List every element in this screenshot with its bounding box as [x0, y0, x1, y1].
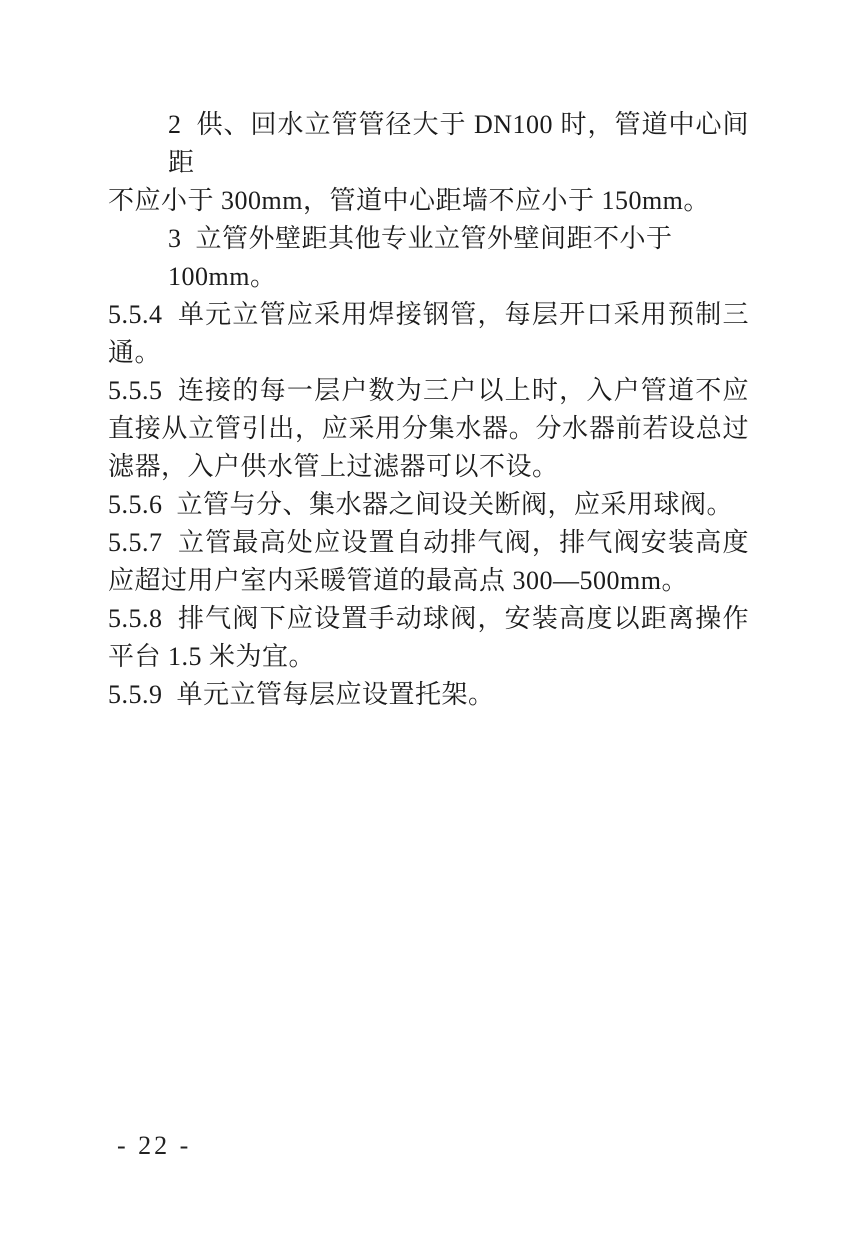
- text-line: 3 立管外壁距其他专业立管外壁间距不小于 100mm。: [168, 224, 680, 291]
- text-line: 滤器，入户供水管上过滤器可以不设。: [108, 452, 559, 481]
- text-line: 应超过用户室内采暖管道的最高点 300—500mm。: [108, 566, 688, 595]
- text-line: 2 供、回水立管管径大于 DN100 时，管道中心间距: [168, 110, 749, 177]
- text-line: 5.5.4 单元立管应采用焊接钢管，每层开口采用预制三: [108, 300, 749, 329]
- text-line: 5.5.9 单元立管每层应设置托架。: [108, 680, 495, 709]
- text-line: 平台 1.5 米为宜。: [108, 642, 316, 671]
- page-number: - 22 -: [117, 1131, 192, 1160]
- text-line: 5.5.7 立管最高处应设置自动排气阀，排气阀安装高度: [108, 528, 749, 557]
- text-line: 通。: [108, 338, 162, 367]
- text-line: 不应小于 300mm，管道中心距墙不应小于 150mm。: [108, 186, 710, 215]
- text-line: 5.5.6 立管与分、集水器之间设关断阀，应采用球阀。: [108, 490, 734, 519]
- text-line: 直接从立管引出，应采用分集水器。分水器前若设总过: [108, 414, 749, 443]
- text-line: 5.5.5 连接的每一层户数为三户以上时，入户管道不应: [108, 376, 749, 405]
- document-text: [108, 106, 749, 714]
- text-line: 5.5.8 排气阀下应设置手动球阀，安装高度以距离操作: [108, 604, 749, 633]
